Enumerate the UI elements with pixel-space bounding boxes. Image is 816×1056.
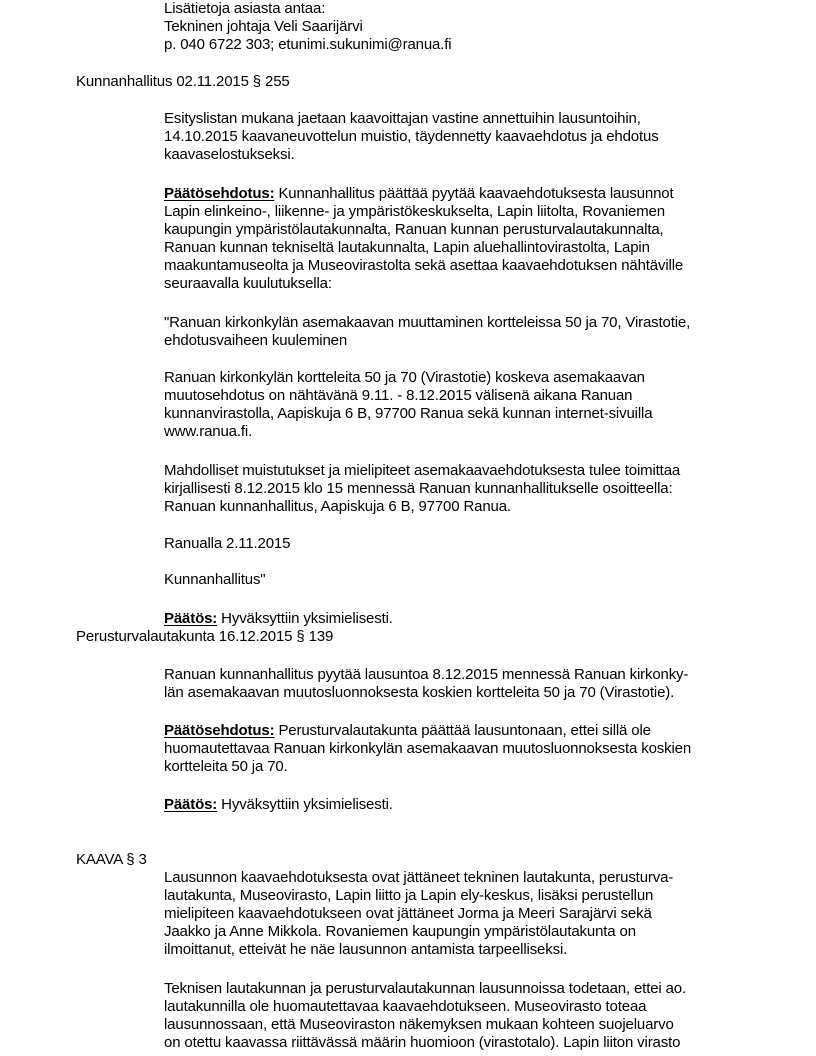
notice-url-line: www.ranua.fi. (164, 423, 253, 440)
paragraph-line: lautakunta, Museovirasto, Lapin liitto ja Lapin ely-keskus, lisäksi perustellun (164, 887, 654, 904)
proposal-line: kaupungin ympäristölautakunnalta, Ranuan kunnan perusturvalautakunnalta, (164, 221, 664, 238)
proposal-text: Kunnanhallitus päättää pyytää kaavaehdotuksesta lausunnot (274, 185, 674, 202)
proposal-line: huomautettavaa Ranuan kirkonkylän asemakaavan muutosluonnoksesta koskien (164, 740, 692, 757)
proposal-line: Ranuan kunnan tekniseltä lautakunnalta, Lapin aluehallintovirastolta, Lapin (164, 239, 650, 256)
notice-comments-line: Mahdolliset muistutukset ja mielipiteet asemakaavaehdotuksesta tulee toimittaa (164, 462, 681, 479)
contact-phone-email: p. 040 6722 303; etunimi.sukunimi@ranua.fi (164, 36, 452, 53)
intro-line: län asemakaavan muutosluonnoksesta koskien kortteleita 50 ja 70 (Virastotie). (164, 684, 675, 701)
place-date: Ranualla 2.11.2015 (164, 535, 291, 552)
proposal-label: Päätösehdotus: (164, 722, 275, 739)
notice-body-line: kunnanvirastolla, Aapiskuja 6 B, 97700 Ranua sekä kunnan internet-sivuilla (164, 405, 653, 422)
paragraph-line: ilmoittanut, etteivät he näe lausunnon antamista tarpeelliseksi. (164, 941, 568, 958)
intro-line: kaavaselostukseksi. (164, 146, 295, 163)
notice-comments-line: kirjallisesti 8.12.2015 klo 15 mennessä Ranuan kunnanhallitukselle osoitteella: (164, 480, 673, 497)
intro-line: 14.10.2015 kaavaneuvottelun muistio, täydennetty kaavaehdotus ja ehdotus (164, 128, 659, 145)
notice-title-line: "Ranuan kirkonkylän asemakaavan muuttaminen kortteleissa 50 ja 70, Virastotie, (164, 314, 691, 331)
notice-title-line: ehdotusvaiheen kuuleminen (164, 332, 348, 349)
section-heading: Kunnanhallitus 02.11.2015 § 255 (76, 73, 290, 90)
proposal-text: Perusturvalautakunta päättää lausuntonaan, ettei sillä ole (274, 722, 651, 739)
section-heading: Perusturvalautakunta 16.12.2015 § 139 (76, 628, 334, 645)
intro-line: Esityslistan mukana jaetaan kaavoittajan vastine annettuihin lausuntoihin, (164, 110, 641, 127)
contact-line: Lisätietoja asiasta antaa: (164, 0, 326, 17)
signature: Kunnanhallitus" (164, 571, 266, 588)
decision-text: Hyväksyttiin yksimielisesti. (217, 610, 393, 627)
intro-line: Ranuan kunnanhallitus pyytää lausuntoa 8.12.2015 mennessä Ranuan kirkonky- (164, 666, 689, 683)
paragraph-line: Lausunnon kaavaehdotuksesta ovat jättäneet tekninen lautakunta, perusturva- (164, 869, 674, 886)
contact-name: Tekninen johtaja Veli Saarijärvi (164, 18, 363, 35)
proposal-line: Lapin elinkeino-, liikenne- ja ympäristökeskukselta, Lapin liitolta, Rovaniemen (164, 203, 665, 220)
decision-line (164, 610, 393, 628)
proposal-label: Päätösehdotus: (164, 185, 275, 202)
decision-label: Päätös: (164, 796, 218, 813)
section-heading: KAAVA § 3 (76, 851, 147, 868)
proposal-line (164, 722, 651, 740)
notice-comments-line: Ranuan kunnanhallitus, Aapiskuja 6 B, 97700 Ranua. (164, 498, 511, 515)
paragraph-line: mielipiteen kaavaehdotukseen ovat jättäneet Jorma ja Meeri Sarajärvi sekä (164, 905, 652, 922)
paragraph-line: Teknisen lautakunnan ja perusturvalautakunnan lausunnoissa todetaan, ettei ao. (164, 980, 687, 997)
notice-body-line: Ranuan kirkonkylän kortteleita 50 ja 70 (Virastotie) koskeva asemakaavan (164, 369, 645, 386)
paragraph-line: lausunnossaan, että Museoviraston näkemyksen mukaan kohteen suojeluarvo (164, 1016, 674, 1033)
proposal-line: seuraavalla kuulutuksella: (164, 275, 332, 292)
notice-body-line: muutosehdotus on nähtävänä 9.11. - 8.12.2015 välisenä aikana Ranuan (164, 387, 633, 404)
decision-text: Hyväksyttiin yksimielisesti. (217, 796, 393, 813)
paragraph-line: Jaakko ja Anne Mikkola. Rovaniemen kaupungin ympäristölautakunta on (164, 923, 636, 940)
proposal-line: maakuntamuseolta ja Museovirastolta sekä asettaa kaavaehdotuksen nähtäville (164, 257, 684, 274)
paragraph-line: lautakunnilla ole huomautettavaa kaavaehdotukseen. Museovirasto toteaa (164, 998, 647, 1015)
proposal-line (164, 185, 674, 203)
decision-line (164, 796, 393, 814)
paragraph-line: on otettu kaavassa riittävässä määrin huomioon (virastotalo). Lapin liiton virasto (164, 1034, 681, 1051)
decision-label: Päätös: (164, 610, 218, 627)
proposal-line: kortteleita 50 ja 70. (164, 758, 288, 775)
